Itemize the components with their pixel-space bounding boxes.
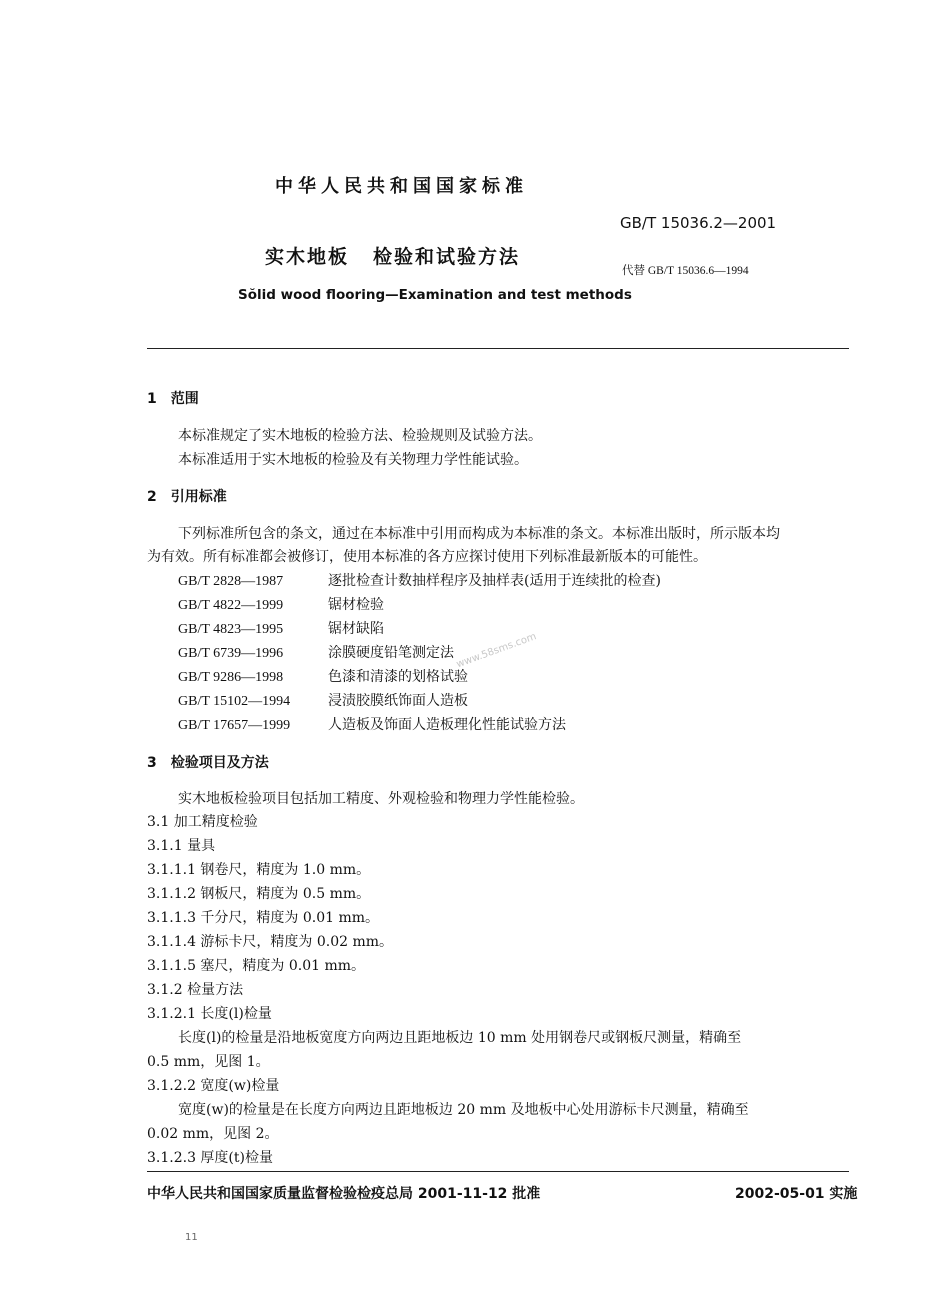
ref-code: GB/T 2828—1987 [178, 574, 284, 589]
ref-title: 锯材缺陷 [328, 621, 384, 637]
section-3-heading [147, 752, 269, 772]
width-paragraph-line-2: 0.02 mm，见图 2。 [147, 1126, 279, 1142]
section-title: 引用标准 [170, 489, 227, 505]
ref-title: 人造板及饰面人造板理化性能试验方法 [328, 717, 566, 733]
page-mark: 11 [185, 1232, 198, 1243]
refs-intro-line-1: 下列标准所包含的条文，通过在本标准中引用而构成为本标准的条文。本标准出版时，所示版本均 [178, 526, 780, 542]
title-part-1: 实木地板 [265, 246, 350, 268]
ref-title: 浸渍胶膜纸饰面人造板 [328, 693, 468, 709]
standard-title-cn [265, 242, 520, 269]
section-title: 检验项目及方法 [170, 755, 269, 771]
clause-3-1-1-4: 3.1.1.4 游标卡尺，精度为 0.02 mm。 [147, 934, 394, 950]
approval-line: 中华人民共和国国家质量监督检验检疫总局 2001-11-12 批准 [147, 1186, 541, 1202]
ref-code: GB/T 15102—1994 [178, 694, 291, 709]
section-number: 2 [147, 489, 157, 505]
clause-3-1-1-5: 3.1.1.5 塞尺，精度为 0.01 mm。 [147, 958, 366, 974]
ref-title: 逐批检查计数抽样程序及抽样表(适用于连续批的检查) [328, 573, 661, 589]
clause-3-1-1: 3.1.1 量具 [147, 838, 216, 854]
section-1-heading [147, 388, 199, 408]
length-paragraph-line-2: 0.5 mm，见图 1。 [147, 1054, 270, 1070]
ref-item [178, 715, 566, 736]
standard-title-en: Sŏlid wood flooring—Examination and test methods [238, 287, 632, 303]
scope-line-1: 本标准规定了实木地板的检验方法、检验规则及试验方法。 [178, 428, 542, 444]
clause-3-1-2: 3.1.2 检量方法 [147, 982, 244, 998]
national-standard-title: 中华人民共和国国家标准 [275, 176, 528, 197]
watermark: www.58sms.com [455, 631, 538, 671]
ref-code: GB/T 9286—1998 [178, 670, 284, 685]
footer-divider [147, 1171, 849, 1172]
ref-code: GB/T 17657—1999 [178, 718, 291, 733]
ref-item [178, 595, 384, 616]
replaces-note: 代替 GB/T 15036.6—1994 [622, 265, 749, 277]
ref-code: GB/T 4823—1995 [178, 622, 284, 637]
width-paragraph-line-1: 宽度(w)的检量是在长度方向两边且距地板边 20 mm 及地板中心处用游标卡尺测量，精确至 [178, 1102, 749, 1118]
ref-title: 涂膜硬度铅笔测定法 [328, 645, 454, 661]
clause-3-1-2-3: 3.1.2.3 厚度(t)检量 [147, 1150, 273, 1166]
section-title: 范围 [170, 391, 199, 407]
title-part-2: 检验和试验方法 [373, 246, 521, 268]
header-divider [147, 348, 849, 349]
ref-code: GB/T 4822—1999 [178, 598, 284, 613]
ref-item [178, 667, 468, 688]
ref-item [178, 571, 661, 592]
inspection-intro: 实木地板检验项目包括加工精度、外观检验和物理力学性能检验。 [178, 791, 584, 807]
ref-title: 色漆和清漆的划格试验 [328, 669, 468, 685]
ref-item [178, 643, 454, 664]
clause-3-1-1-1: 3.1.1.1 钢卷尺，精度为 1.0 mm。 [147, 862, 371, 878]
standard-code: GB/T 15036.2—2001 [620, 214, 777, 232]
ref-item [178, 691, 468, 712]
section-2-heading [147, 486, 227, 506]
clause-3-1: 3.1 加工精度检验 [147, 814, 258, 830]
clause-3-1-1-3: 3.1.1.3 千分尺，精度为 0.01 mm。 [147, 910, 380, 926]
ref-item [178, 619, 384, 640]
ref-title: 锯材检验 [328, 597, 384, 613]
length-paragraph-line-1: 长度(l)的检量是沿地板宽度方向两边且距地板边 10 mm 处用钢卷尺或钢板尺测量，精确至 [178, 1030, 742, 1046]
scope-line-2: 本标准适用于实木地板的检验及有关物理力学性能试验。 [178, 452, 528, 468]
clause-3-1-2-2: 3.1.2.2 宽度(w)检量 [147, 1078, 280, 1094]
section-number: 1 [147, 391, 157, 407]
implementation-date: 2002-05-01 实施 [735, 1186, 858, 1202]
ref-code: GB/T 6739—1996 [178, 646, 284, 661]
refs-intro-line-2: 为有效。所有标准都会被修订，使用本标准的各方应探讨使用下列标准最新版本的可能性。 [147, 549, 707, 565]
section-number: 3 [147, 755, 157, 771]
clause-3-1-1-2: 3.1.1.2 钢板尺，精度为 0.5 mm。 [147, 886, 371, 902]
clause-3-1-2-1: 3.1.2.1 长度(l)检量 [147, 1006, 272, 1022]
